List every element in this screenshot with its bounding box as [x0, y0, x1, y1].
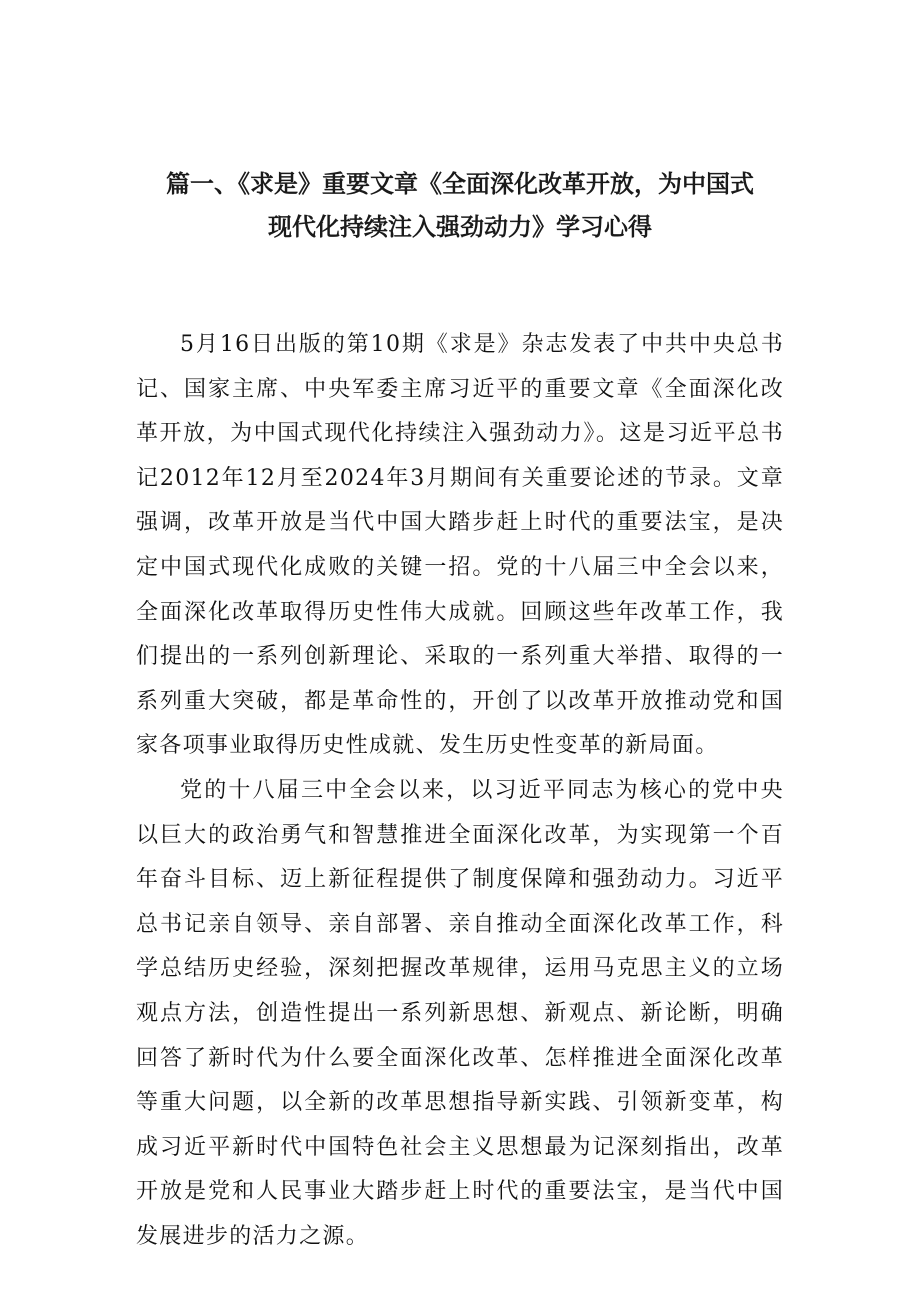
paragraph-2: 党的十八届三中全会以来，以习近平同志为核心的党中央以巨大的政治勇气和智慧推进全面深化改革，为实现第一个百年奋斗目标、迈上新征程提供了制度保障和强劲动力。习近平总书记亲自领导、亲自部署、亲自推动全面深化改革工作，科学总结历史经验，深刻把握改革规律，运用马克思主义的立场观点方法，创造性提出一系列新思想、新观点、新论断，明确回答了新时代为什么要全面深化改革、怎样推进全面深化改革等重大问题，以全新的改革思想指导新实践、引领新变革，构成习近平新时代中国特色社会主义思想最为记深刻指出，改革开放是党和人民事业大踏步赶上时代的重要法宝，是当代中国发展进步的活力之源。 — [136, 777, 784, 1249]
title-line-1: 篇一、《求是》重要文章《全面深化改革开放，为中国式 — [166, 170, 754, 198]
document-title — [100, 163, 820, 249]
paragraph-1: 5月16日出版的第10期《求是》杂志发表了中共中央总书记、国家主席、中央军委主席习近平的重要文章《全面深化改革开放，为中国式现代化持续注入强劲动力》。这是习近平总书记2012年12月至2024年3月期间有关重要论述的节录。文章强调，改革开放是当代中国大踏步赶上时代的重要法宝，是决定中国式现代化成败的关键一招。党的十八届三中全会以来，全面深化改革取得历史性伟大成就。回顾这些年改革工作，我们提出的一系列创新理论、采取的一系列重大举措、取得的一系列重大突破，都是革命性的，开创了以改革开放推动党和国家各项事业取得历史性成就、发生历史性变革的新局面。 — [136, 332, 784, 759]
title-line-2: 现代化持续注入强劲动力》学习心得 — [268, 213, 652, 241]
document-body — [136, 323, 784, 1259]
